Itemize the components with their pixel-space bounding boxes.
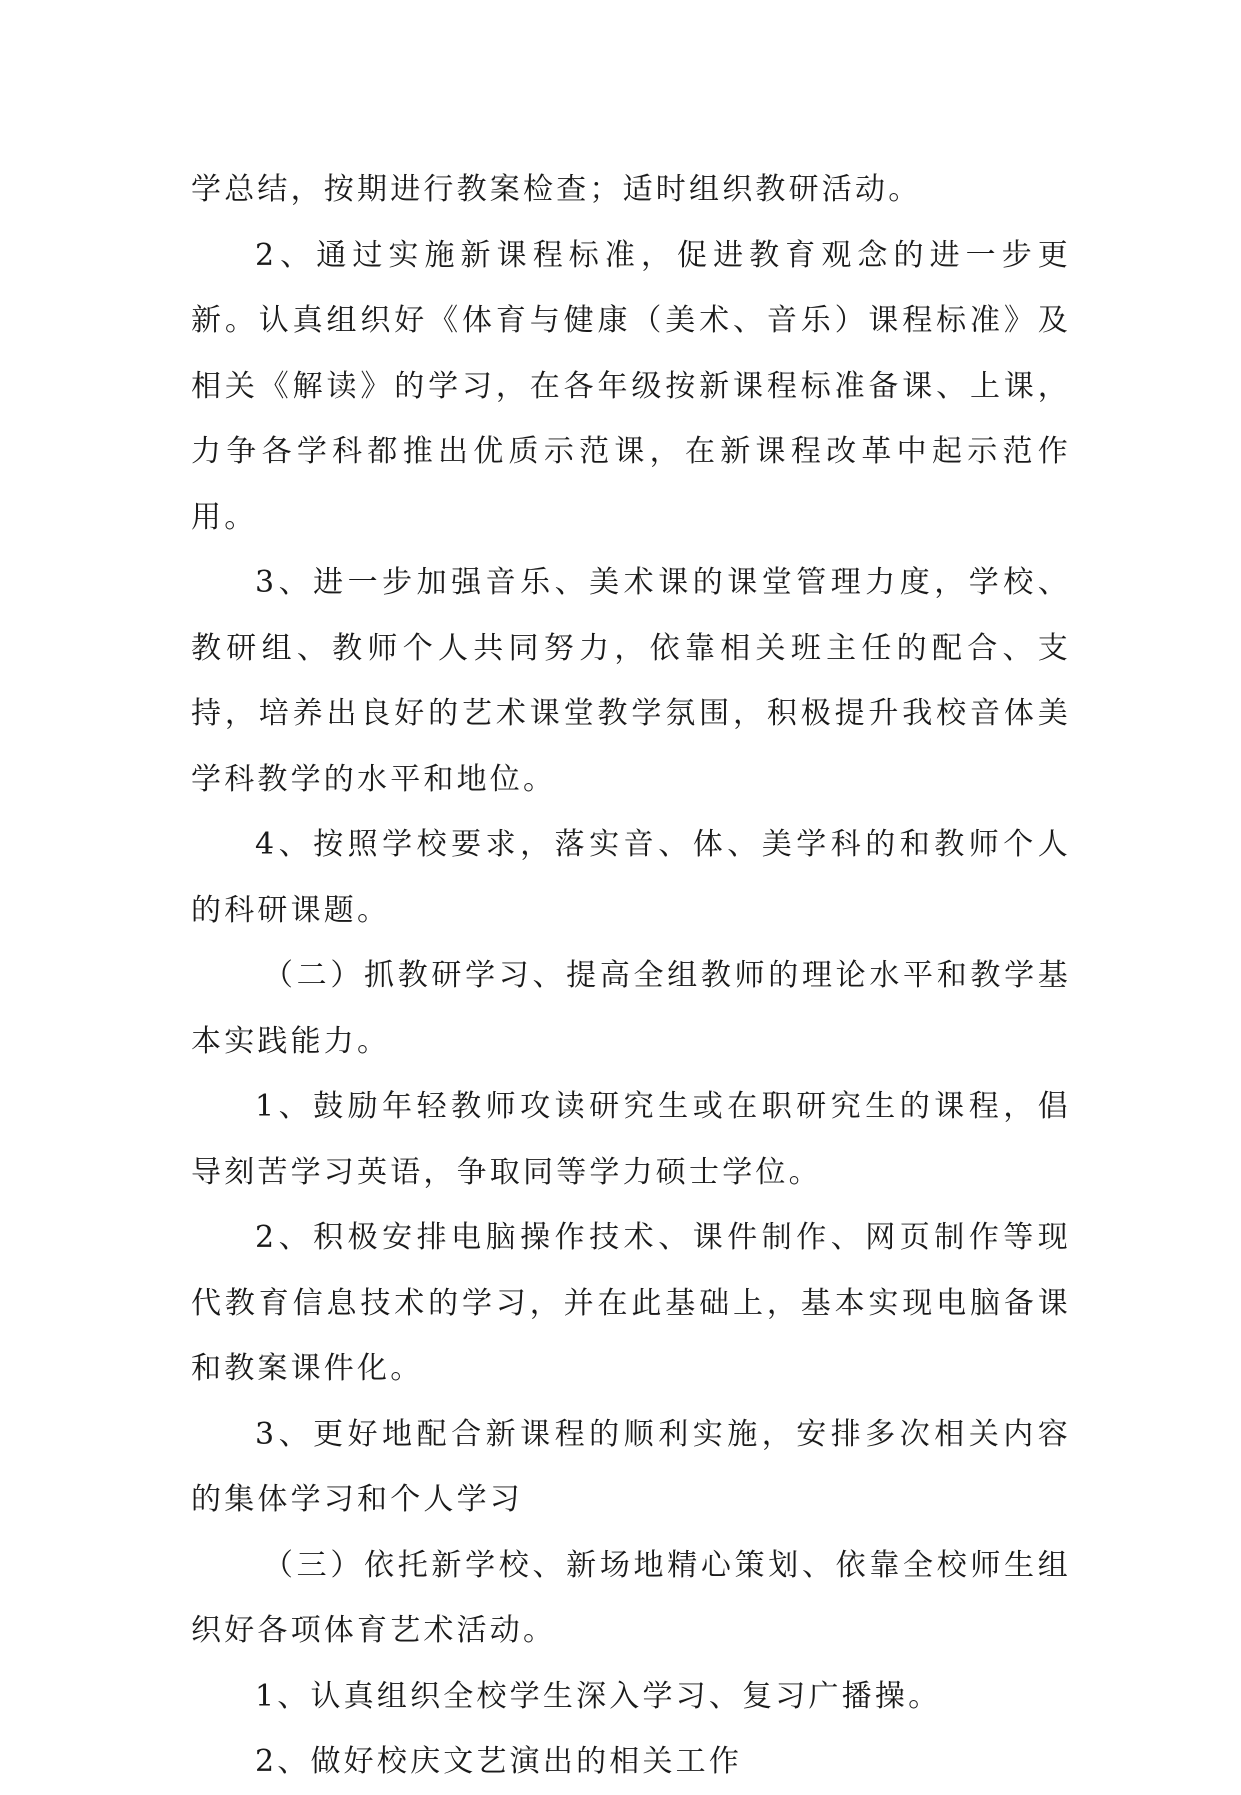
paragraph-section2-item-3: 3、更好地配合新课程的顺利实施，安排多次相关内容的集体学习和个人学习 <box>191 1416 1071 1517</box>
paragraph-section2-item-2: 2、积极安排电脑操作技术、课件制作、网页制作等现代教育信息技术的学习，并在此基础上，基本实现电脑备课和教案课件化。 <box>191 1220 1071 1386</box>
paragraph-item-3: 3、进一步加强音乐、美术课的课堂管理力度，学校、教研组、教师个人共同努力，依靠相关班主任的配合、支持，培养出良好的艺术课堂教学氛围，积极提升我校音体美学科教学的水平和地位。 <box>191 565 1071 797</box>
paragraph-continuation: 学总结，按期进行教案检查；适时组织教研活动。 <box>191 172 922 207</box>
paragraph-section3-item-1: 1、认真组织全校学生深入学习、复习广播操。 <box>255 1678 942 1714</box>
document-body <box>191 157 1071 1795</box>
paragraph-item-4: 4、按照学校要求，落实音、体、美学科的和教师个人的科研课题。 <box>191 827 1071 928</box>
section-heading-2: （二）抓教研学习、提高全组教师的理论水平和教学基本实践能力。 <box>191 958 1071 1059</box>
paragraph-section3-item-2: 2、做好校庆文艺演出的相关工作 <box>255 1744 743 1779</box>
paragraph-section2-item-1: 1、鼓励年轻教师攻读研究生或在职研究生的课程，倡导刻苦学习英语，争取同等学力硕士学位。 <box>191 1089 1071 1190</box>
section-heading-3: （三）依托新学校、新场地精心策划、依靠全校师生组织好各项体育艺术活动。 <box>191 1547 1071 1648</box>
paragraph-item-2: 2、通过实施新课程标准，促进教育观念的进一步更新。认真组织好《体育与健康（美术、音乐）课程标准》及相关《解读》的学习，在各年级按新课程标准备课、上课，力争各学科都推出优质示范课，在新课程改革中起示范作用。 <box>191 237 1071 535</box>
